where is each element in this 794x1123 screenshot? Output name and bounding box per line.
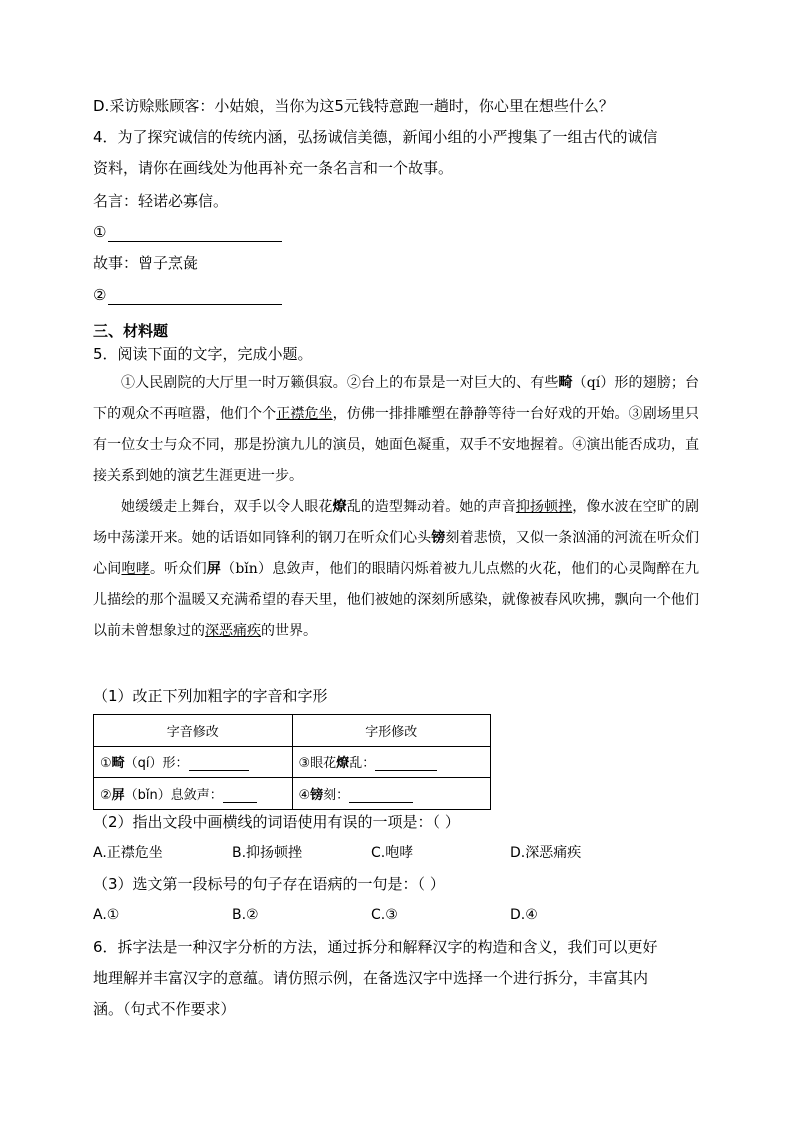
cell-4-num: ④ <box>298 788 311 804</box>
p2-text-4: 刻着悲愤，又似一条汹涌的河流在听众们心间 <box>93 530 700 577</box>
p1-text-3: ，仿佛一排排雕塑在静静等待一台好戏的开始。③剧场里只有一位女士与众不同，那是扮演九儿的演员，她面色凝重，双手不安地握着。④演出能否成功，直接关系到她的演艺生涯更进一步。 <box>93 406 700 484</box>
header-sound: 字音修改 <box>94 715 293 747</box>
p2-underlined-phrase-1: 抑扬顿挫 <box>515 499 573 515</box>
sub3-option-b[interactable]: B.② <box>232 907 259 923</box>
answer-blank-2[interactable] <box>93 285 282 305</box>
p1-bold-char: 畸 <box>558 375 573 391</box>
p2-text-3: ，像水波在空旷的剧场中荡漾开来。她的话语如同锋利的钢刀在听众们心头 <box>93 499 700 546</box>
cell-2-blank[interactable] <box>375 756 437 771</box>
cell-2-pre: 眼花 <box>310 756 337 772</box>
cell-4-blank[interactable] <box>349 788 413 803</box>
p2-text-1: 她缓缓走上舞台，双手以令人眼花 <box>121 499 333 515</box>
q4-line-1: 4．为了探究诚信的传统内涵，弘扬诚信美德，新闻小组的小严搜集了一组古代的诚信 <box>93 128 658 146</box>
blank-2-line[interactable] <box>108 288 282 305</box>
p2-bold-char-2: 镑 <box>431 530 446 546</box>
correction-table <box>93 714 491 810</box>
p2-bold-char-1: 燎 <box>332 499 347 515</box>
cell-3-num: ② <box>100 788 112 804</box>
p2-text-2: 乱的造型舞动着。她的声音 <box>346 499 516 515</box>
blank-2-label: ② <box>93 286 107 304</box>
cell-2-rest: 乱： <box>349 756 376 772</box>
sub3-option-d[interactable]: D.④ <box>510 907 538 923</box>
cell-4-char: 镑 <box>310 788 324 804</box>
p2-underlined-phrase-3: 深恶痛疾 <box>205 623 261 639</box>
cell-3-char: 屏 <box>111 788 125 804</box>
cell-1-blank[interactable] <box>189 756 249 771</box>
cell-sound-2[interactable] <box>94 778 293 810</box>
sub3-option-a[interactable]: A.① <box>93 907 120 923</box>
sub2-option-d[interactable]: D.深恶痛疾 <box>510 845 582 861</box>
sub2-option-a[interactable]: A.正襟危坐 <box>93 845 163 861</box>
cell-4-rest: 刻： <box>323 788 350 804</box>
passage-paragraph-1 <box>93 368 699 492</box>
sub3-prompt: （3）选文第一段标号的句子存在语病的一句是：（ ） <box>93 875 445 893</box>
cell-3-blank[interactable] <box>223 788 257 803</box>
p2-text-7: 的世界。 <box>261 623 317 639</box>
q5-intro: 5．阅读下面的文字，完成小题。 <box>93 345 313 363</box>
q4-line-2: 资料，请你在画线处为他再补充一条名言和一个故事。 <box>93 159 454 177</box>
header-form: 字形修改 <box>292 715 491 747</box>
cell-1-char: 畸 <box>111 756 125 772</box>
cell-3-rest: （bǐn）息敛声： <box>124 788 223 804</box>
blank-1-label: ① <box>93 223 107 241</box>
cell-1-rest: （qí）形： <box>124 756 189 772</box>
sub1-prompt: （1）改正下列加粗字的字音和字形 <box>93 687 328 705</box>
cell-form-1[interactable] <box>292 746 491 778</box>
p1-underlined-phrase: 正襟危坐 <box>276 406 333 422</box>
p1-text-2: （qí）形的翅膀；台下的观众不再喧嚣，他们个个 <box>93 375 700 422</box>
sub3-option-c[interactable]: C.③ <box>371 907 398 923</box>
p2-bold-char-3: 屏 <box>206 561 222 577</box>
sub2-option-c[interactable]: C.咆哮 <box>371 845 414 861</box>
passage-paragraph-2 <box>93 492 699 647</box>
sub2-prompt: （2）指出文段中画横线的词语使用有误的一项是：（ ） <box>93 813 460 831</box>
q3-option-d: D.采访赊账顾客：小姑娘，当你为这5元钱特意跑一趟时，你心里在想些什么？ <box>93 97 614 115</box>
cell-2-char: 燎 <box>336 756 350 772</box>
p2-underlined-phrase-2: 咆哮 <box>121 561 150 577</box>
cell-2-num: ③ <box>298 756 311 772</box>
p1-text-1: ①人民剧院的大厅里一时万籁俱寂。②台上的布景是一对巨大的、有些 <box>121 375 559 391</box>
answer-blank-1[interactable] <box>93 222 282 242</box>
blank-1-line[interactable] <box>108 225 282 242</box>
story-line: 故事：曾子烹彘 <box>93 254 199 272</box>
sub2-option-b[interactable]: B.抑扬顿挫 <box>232 845 303 861</box>
p2-text-5: 。听众们 <box>149 561 207 577</box>
cell-sound-1[interactable] <box>94 746 293 778</box>
cell-form-2[interactable] <box>292 778 491 810</box>
maxim-line: 名言：轻诺必寡信。 <box>93 192 229 210</box>
q6-line-2: 地理解并丰富汉字的意蕴。请仿照示例，在备选汉字中选择一个进行拆分，丰富其内 <box>93 969 649 987</box>
cell-1-num: ① <box>100 756 112 772</box>
q6-line-3: 涵。（句式不作要求） <box>93 1000 236 1018</box>
p2-text-6: （bǐn）息敛声，他们的眼睛闪烁着被九儿点燃的火花，他们的心灵陶醉在九儿描绘的那个温暖又充满希望的春天里，他们被她的深刻所感染，就像被春风吹拂，飘向一个他们以前未曾想象过的 <box>93 561 700 639</box>
section-title: 三、材料题 <box>93 322 169 340</box>
q6-line-1: 6．拆字法是一种汉字分析的方法，通过拆分和解释汉字的构造和含义，我们可以更好 <box>93 938 658 956</box>
